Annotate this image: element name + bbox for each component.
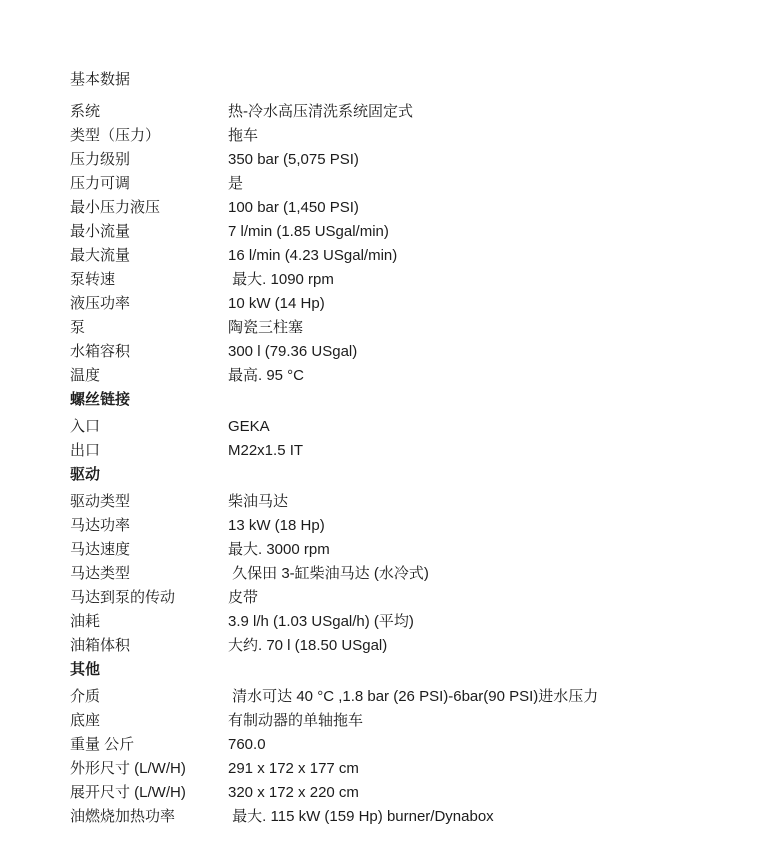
spec-row [70,634,742,658]
spec-label: 出口 [70,442,101,459]
spec-label: 底座 [70,712,101,729]
spec-value: 13 kW (18 Hp) [228,517,325,534]
spec-row [70,439,742,463]
spec-row [70,100,742,124]
spec-value: 有制动器的单轴拖车 [228,712,364,729]
spec-label: 压力级别 [70,151,131,168]
spec-label: 入口 [70,418,101,435]
spec-row [70,586,742,610]
spec-value: 291 x 172 x 177 cm [228,760,359,777]
section-heading: 螺丝链接 [70,391,131,408]
spec-label: 水箱容积 [70,343,131,360]
spec-label: 马达速度 [70,541,131,558]
spec-label: 最大流量 [70,247,131,264]
spec-label: 展开尺寸 (L/W/H) [70,784,186,801]
spec-label: 泵 [70,319,86,336]
spec-label: 最小流量 [70,223,131,240]
spec-row [70,316,742,340]
spec-value: 热-冷水高压清洗系统固定式 [228,103,413,120]
spec-value: 陶瓷三柱塞 [228,319,304,336]
spec-value: 大约. 70 l (18.50 USgal) [228,637,388,654]
spec-row [70,781,742,805]
spec-value: 10 kW (14 Hp) [228,295,325,312]
spec-label: 介质 [70,688,101,705]
section-drive [70,463,742,658]
spec-label: 泵转速 [70,271,116,288]
section-basic-data [70,100,742,388]
section-heading: 驱动 [70,466,101,483]
spec-value: 清水可达 40 °C ,1.8 bar (26 PSI)-6bar(90 PSI)进水压力 [228,688,599,705]
spec-row [70,514,742,538]
section-heading: 其他 [70,661,101,678]
spec-row [70,172,742,196]
spec-row [70,340,742,364]
spec-label: 温度 [70,367,101,384]
spec-value: GEKA [228,418,270,435]
spec-label: 重量 公斤 [70,736,135,753]
spec-value: 皮带 [228,589,259,606]
spec-value: 100 bar (1,450 PSI) [228,199,359,216]
spec-label: 最小压力液压 [70,199,161,216]
spec-value: 300 l (79.36 USgal) [228,343,358,360]
spec-label: 油箱体积 [70,637,131,654]
spec-row [70,415,742,439]
spec-row [70,490,742,514]
spec-value: 柴油马达 [228,493,289,510]
spec-label: 油耗 [70,613,101,630]
spec-row [70,610,742,634]
spec-value: 760.0 [228,736,266,753]
spec-label: 系统 [70,103,101,120]
spec-value: 7 l/min (1.85 USgal/min) [228,223,389,240]
section-screw-connections [70,388,742,463]
spec-row [70,244,742,268]
spec-row [70,538,742,562]
spec-value: 350 bar (5,075 PSI) [228,151,359,168]
spec-row [70,757,742,781]
spec-label: 驱动类型 [70,493,131,510]
spec-value: 320 x 172 x 220 cm [228,784,359,801]
spec-value: 最大. 115 kW (159 Hp) burner/Dynabox [228,808,494,825]
spec-row [70,124,742,148]
spec-label: 类型（压力） [70,127,161,144]
spec-value: 最高. 95 °C [228,367,305,384]
spec-label: 油燃烧加热功率 [70,808,176,825]
spec-row [70,709,742,733]
spec-value: 16 l/min (4.23 USgal/min) [228,247,398,264]
spec-label: 压力可调 [70,175,131,192]
spec-value: 最大. 3000 rpm [228,541,330,558]
spec-row [70,733,742,757]
spec-row [70,148,742,172]
spec-row [70,685,742,709]
spec-value: 最大. 1090 rpm [228,271,334,288]
page-title: 基本数据 [70,71,131,88]
section-other [70,658,742,829]
spec-value: 是 [228,175,244,192]
spec-label: 马达到泵的传动 [70,589,176,606]
spec-value: 拖车 [228,127,259,144]
spec-row [70,805,742,829]
spec-value: 久保田 3-缸柴油马达 (水冷式) [228,565,429,582]
spec-label: 液压功率 [70,295,131,312]
spec-value: 3.9 l/h (1.03 USgal/h) (平均) [228,613,414,630]
spec-row [70,196,742,220]
spec-row [70,220,742,244]
spec-row [70,364,742,388]
spec-label: 马达功率 [70,517,131,534]
spec-row [70,562,742,586]
spec-label: 外形尺寸 (L/W/H) [70,760,186,777]
spec-row [70,268,742,292]
spec-row [70,292,742,316]
spec-label: 马达类型 [70,565,131,582]
spec-value: M22x1.5 IT [228,442,304,459]
